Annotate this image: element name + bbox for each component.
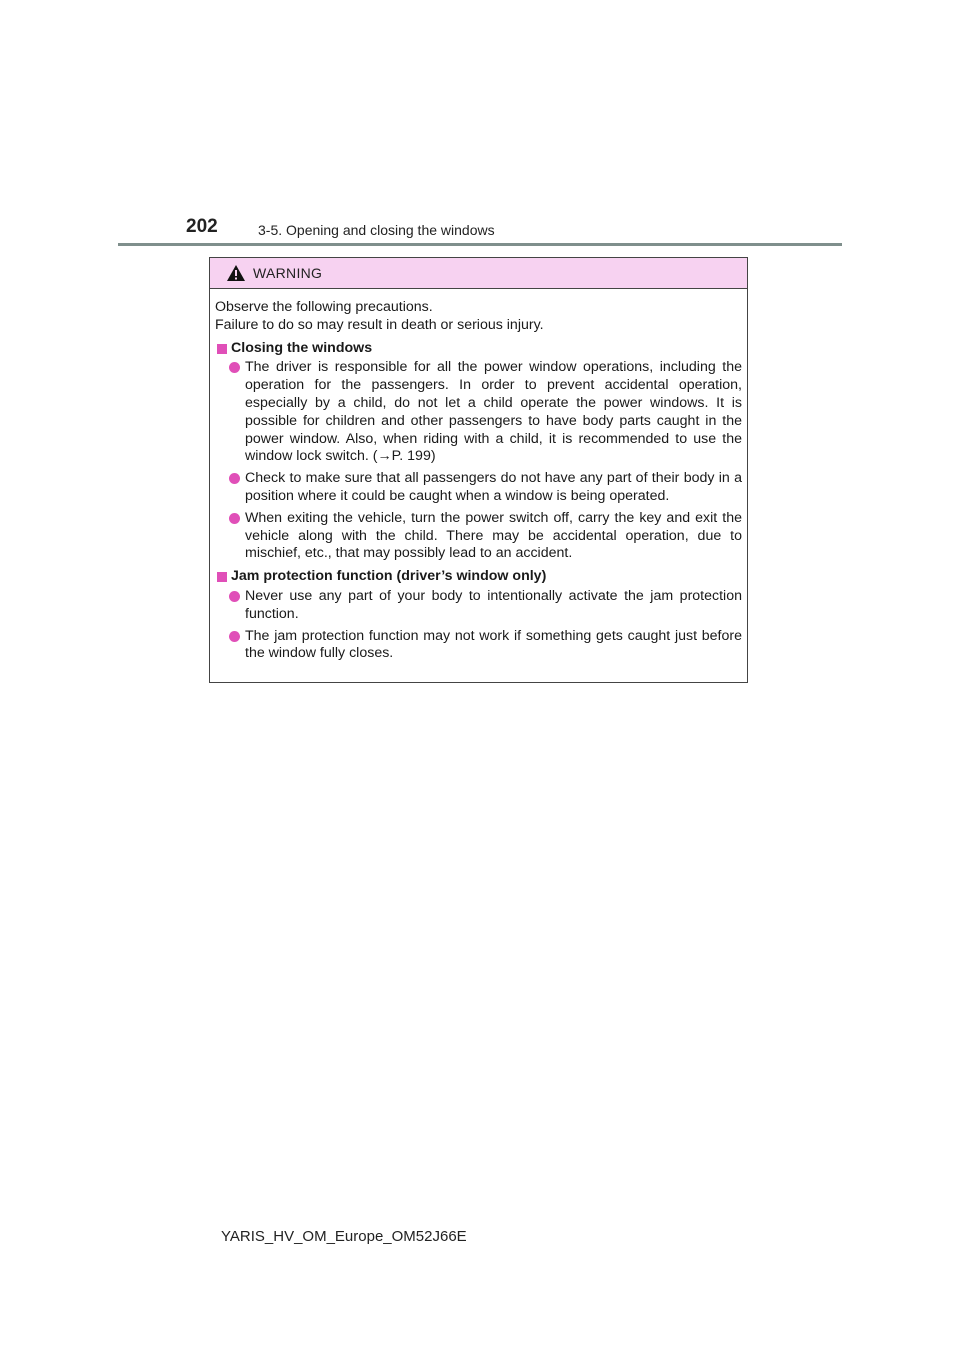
- list-item-text: The driver is responsible for all the power window operations, including the operation for the passengers. In order to prevent accidental operation, especially by a child, do not let a child operate the power windows. It is possible for children and other passengers to have body parts caught in the power window. Also, when riding with a child, it is recommended to use the window lock switch. (→P. 199): [245, 359, 742, 465]
- list-item-text: The jam protection function may not work if something gets caught just before the window fully closes.: [245, 627, 742, 662]
- intro-line: Observe the following precautions.: [215, 299, 433, 315]
- intro-line: Failure to do so may result in death or serious injury.: [215, 316, 544, 333]
- header-rule: [118, 243, 842, 246]
- page-header: [186, 216, 846, 244]
- page-number: 202: [186, 216, 218, 237]
- warning-box: [209, 257, 748, 683]
- warning-header: [210, 258, 747, 289]
- list-item: [215, 510, 742, 563]
- subhead-title: Closing the windows: [231, 339, 373, 356]
- bullet-dot-icon: [229, 362, 240, 373]
- list-item: [215, 470, 742, 506]
- document-code: YARIS_HV_OM_Europe_OM52J66E: [221, 1228, 467, 1245]
- square-bullet-icon: [217, 344, 227, 354]
- list-item-text: When exiting the vehicle, turn the power switch off, carry the key and exit the vehicle along with the child. There may be accidental operation, due to mischief, etc., that may possibly lead to an accident.: [245, 509, 742, 562]
- warning-intro: [215, 299, 742, 335]
- bullet-dot-icon: [229, 513, 240, 524]
- warning-body: [210, 289, 747, 663]
- warning-label: WARNING: [253, 265, 323, 281]
- bullet-dot-icon: [229, 473, 240, 484]
- subhead-title: Jam protection function (driver’s window only): [231, 568, 547, 585]
- bullet-dot-icon: [229, 591, 240, 602]
- list-item: [215, 359, 742, 466]
- subhead-jam-protection: [215, 568, 742, 586]
- list-item: [215, 588, 742, 624]
- list-item-text: Never use any part of your body to intentionally activate the jam protection function.: [245, 587, 742, 622]
- warning-triangle-icon: [226, 264, 246, 282]
- list-item: [215, 628, 742, 664]
- list-item-text: Check to make sure that all passengers do not have any part of their body in a position where it could be caught when a window is being operated.: [245, 470, 742, 504]
- section-title: 3-5. Opening and closing the windows: [258, 222, 495, 238]
- square-bullet-icon: [217, 572, 227, 582]
- subhead-closing-windows: [215, 340, 742, 358]
- bullet-dot-icon: [229, 631, 240, 642]
